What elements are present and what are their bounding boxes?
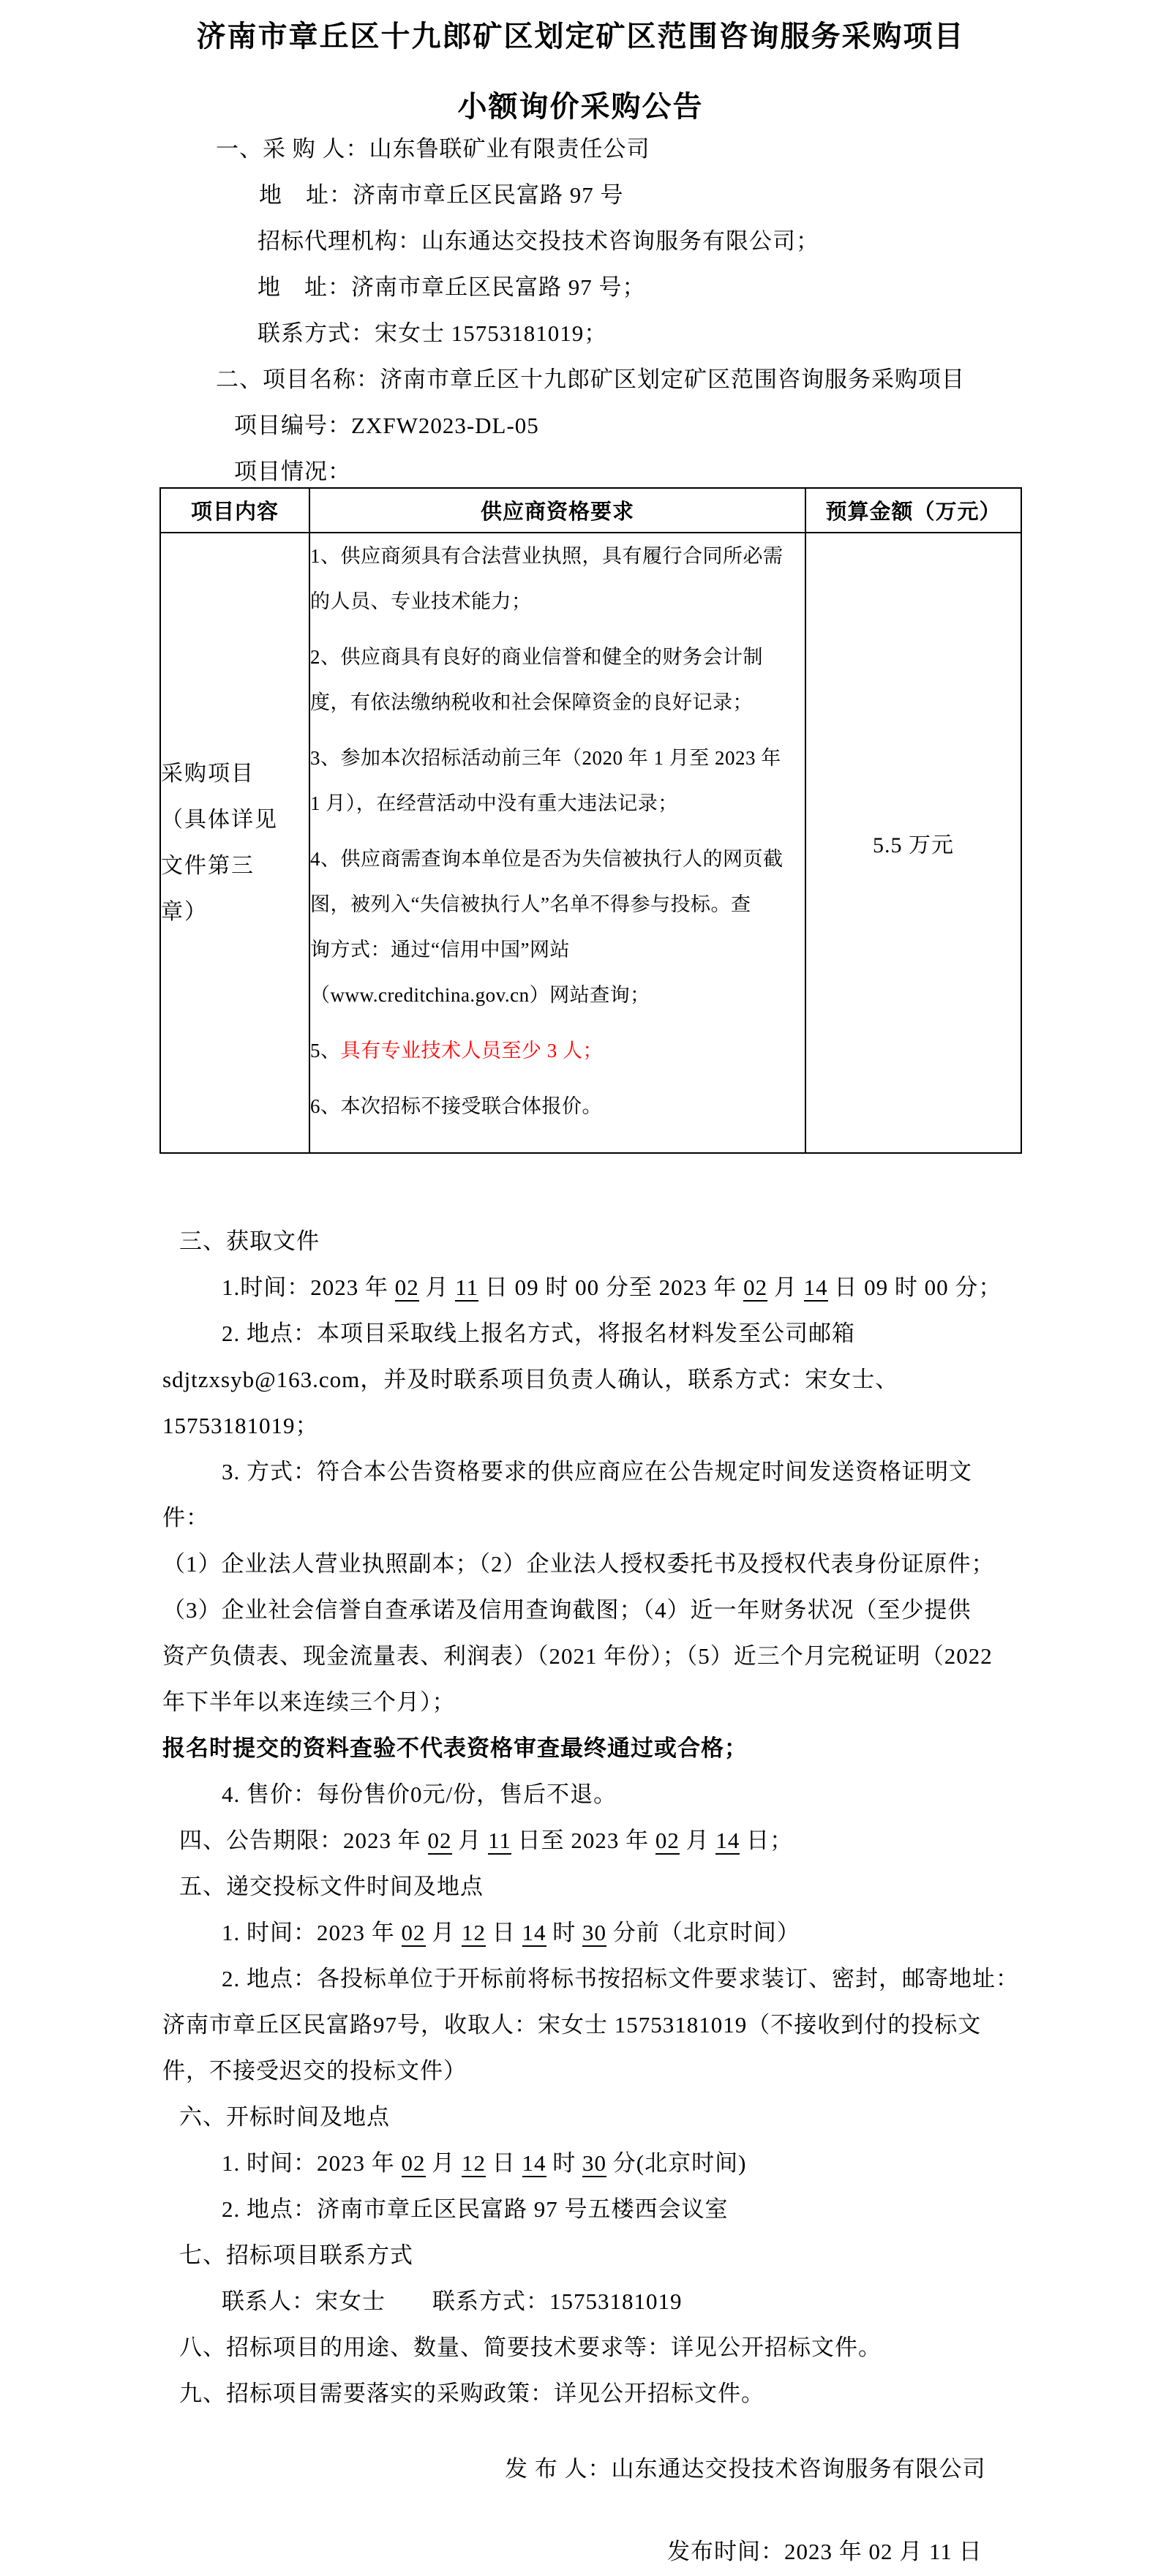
body-line: [162, 1356, 1028, 1402]
submit-time-line: [162, 1910, 1028, 1956]
requirement-line: [310, 579, 805, 624]
text-run: 日 09 时 00 分；: [827, 1274, 1002, 1300]
underlined-date-part: 02: [743, 1274, 768, 1300]
underlined-date-part: 14: [715, 1828, 740, 1853]
text-run: 2. 地点：济南市章丘区民富路 97 号五楼西会议室: [222, 2196, 729, 2222]
text-run: 月: [425, 1920, 462, 1945]
body-line: [162, 2186, 1028, 2232]
text-run: 月: [679, 1828, 716, 1853]
text-run: 时: [546, 1920, 582, 1945]
text-run: 1. 时间：2023 年: [222, 1920, 402, 1945]
requirement-item: [310, 1028, 805, 1073]
underlined-date-part: 14: [522, 1920, 546, 1945]
text-run: 月: [418, 1274, 456, 1300]
body-line: [162, 2002, 1028, 2048]
body-line: [162, 2278, 1028, 2324]
red-text: 具有专业技术人员至少 3 人；: [340, 1040, 603, 1062]
body-line: [162, 1402, 1028, 1449]
table-header-budget: 预算金额（万元）: [805, 488, 1021, 533]
text-run: 5、: [310, 1040, 341, 1062]
requirement-item: [310, 735, 805, 826]
section-heading-9: [162, 2370, 1028, 2417]
text-run: 采购项目: [161, 762, 255, 786]
text-run: 1.时间：2023 年: [222, 1274, 395, 1300]
section-heading-8: [162, 2324, 1028, 2370]
text-run: 3. 方式：符合本公告资格要求的供应商应在公告规定时间发送资格证明文: [222, 1459, 972, 1484]
section-heading-4: [162, 1817, 1028, 1863]
table-body-row: [160, 533, 1021, 1153]
text-run: 联系方式：宋女士 15753181019；: [258, 320, 608, 346]
body-line: [162, 2048, 1028, 2094]
text-run: 九、招标项目需要落实的采购政策：详见公开招标文件。: [179, 2381, 764, 2406]
requirement-line: [310, 927, 805, 972]
text-run: （www.creditchina.gov.cn）网站查询；: [310, 984, 650, 1006]
requirement-line: [310, 836, 805, 882]
text-run: 项目情况：: [234, 459, 351, 484]
text-run: 章）: [161, 900, 208, 924]
body-section: [162, 1218, 1028, 2417]
open-bid-time-line: [162, 2140, 1028, 2186]
qualification-cell: [309, 533, 805, 1153]
text-run: 资产负债表、现金流量表、利润表）（2021 年份）；（5）近三个月完税证明（2022: [162, 1643, 993, 1669]
body-line: [162, 1633, 1028, 1679]
underlined-date-part: 02: [427, 1828, 452, 1853]
text-run: 月: [425, 2150, 462, 2176]
table-header-row: [160, 488, 1021, 533]
project-number-line: [162, 402, 1028, 448]
text-run: 二、项目名称：济南市章丘区十九郎矿区划定矿区范围咨询服务采购项目: [216, 367, 965, 392]
body-line: [162, 1956, 1028, 2002]
requirement-line: [310, 972, 805, 1018]
buyer-line: [162, 126, 1028, 172]
text-run: sdjtzxsyb@163.com，并及时联系项目负责人确认，联系方式：宋女士、: [162, 1367, 899, 1392]
publish-time-line: 发布时间：2023 年 02 月 11 日: [667, 2539, 982, 2564]
text-run: 联系人：宋女士 联系方式：15753181019: [222, 2288, 683, 2314]
table-header-qualification: 供应商资格要求: [309, 488, 805, 533]
body-line: [162, 1495, 1028, 1541]
body-line: [162, 1310, 1028, 1356]
text-run: 件，不接受迟交的投标文件）: [162, 2058, 467, 2084]
requirement-line: [310, 781, 805, 826]
table-header-item: 项目内容: [160, 488, 309, 533]
text-run: 1. 时间：2023 年: [222, 2150, 402, 2176]
text-run: 五、递交投标文件时间及地点: [179, 1874, 484, 1899]
underlined-date-part: 14: [522, 2150, 546, 2176]
text-run: 地 址：济南市章丘区民富路 97 号: [259, 182, 624, 208]
requirement-line: [310, 680, 805, 725]
text-run: 日；: [740, 1828, 794, 1853]
body-line: [162, 1449, 1028, 1495]
text-run: 地 址：济南市章丘区民富路 97 号；: [258, 274, 646, 300]
text-run: 报名时提交的资料查验不代表资格审查最终通过或合格；: [162, 1735, 748, 1761]
text-run: 日至 2023 年: [511, 1828, 655, 1853]
item-name-line: [161, 797, 309, 843]
requirement-item: [310, 533, 805, 624]
underlined-date-part: 30: [582, 2150, 606, 2176]
text-run: 2. 地点：本项目采取线上报名方式，将报名材料发至公司邮箱: [222, 1321, 855, 1346]
requirement-item: [310, 634, 805, 725]
text-run: 3、参加本次招标活动前三年（2020 年 1 月至 2023 年: [310, 747, 781, 769]
text-run: （3）企业社会信誉自查承诺及信用查询截图；（4）近一年财务状况（至少提供: [162, 1597, 972, 1623]
body-line: [162, 1541, 1028, 1587]
text-run: 项目编号：ZXFW2023-DL-05: [234, 413, 539, 438]
text-run: 一、采 购 人：山东鲁联矿业有限责任公司: [216, 136, 650, 162]
text-run: 四、公告期限：2023 年: [179, 1828, 428, 1853]
requirement-item: [310, 836, 805, 1018]
text-run: 招标代理机构：山东通达交投技术咨询服务有限公司；: [258, 228, 819, 254]
text-run: 度，有依法缴纳税收和社会保障资金的良好记录；: [310, 691, 753, 713]
text-run: 4. 售价：每份售价0元/份，售后不退。: [222, 1781, 617, 1807]
text-run: 时: [546, 2150, 582, 2176]
underlined-date-part: 30: [582, 1920, 606, 1945]
underlined-date-part: 02: [655, 1828, 680, 1853]
text-run: （具体详见: [161, 808, 278, 832]
item-name-line: [161, 751, 309, 797]
text-run: 年下半年以来连续三个月）；: [162, 1689, 456, 1715]
contact-line: [162, 310, 1028, 356]
project-item-name: [161, 751, 309, 935]
section-heading-6: [162, 2094, 1028, 2140]
text-run: 6、本次招标不接受联合体报价。: [310, 1095, 602, 1117]
text-run: 1、供应商须具有合法营业执照，具有履行合同所必需: [310, 545, 784, 567]
text-run: 日 09 时 00 分至 2023 年: [478, 1274, 744, 1300]
body-line: [162, 1771, 1028, 1817]
requirement-line: [310, 1084, 805, 1129]
text-run: 4、供应商需查询本单位是否为失信被执行人的网页截: [310, 848, 784, 870]
text-run: 月: [767, 1274, 804, 1300]
agency-address-line: [162, 264, 1028, 310]
underlined-date-part: 11: [455, 1274, 479, 1300]
underlined-date-part: 12: [462, 2150, 486, 2176]
page-title: 济南市章丘区十九郎矿区划定矿区范围咨询服务采购项目: [196, 20, 965, 53]
text-run: 的人员、专业技术能力；: [310, 590, 532, 612]
text-run: 六、开标时间及地点: [179, 2104, 390, 2130]
page-subtitle: 小额询价采购公告: [457, 90, 704, 123]
text-run: 15753181019；: [162, 1413, 319, 1438]
get-docs-time-line: [162, 1264, 1028, 1310]
body-line: [162, 1587, 1028, 1633]
text-run: 济南市章丘区民富路97号，收取人：宋女士 15753181019（不接收到付的投标文: [162, 2012, 982, 2038]
agency-line: [162, 218, 1028, 264]
underlined-date-part: 11: [488, 1828, 511, 1853]
item-name-line: [161, 889, 309, 935]
underlined-date-part: 14: [803, 1274, 828, 1300]
underlined-date-part: 12: [462, 1920, 486, 1945]
item-name-line: [161, 843, 309, 889]
text-run: 2. 地点：各投标单位于开标前将标书按招标文件要求装订、密封，邮寄地址：: [222, 1966, 1019, 1991]
requirement-line: [310, 882, 805, 927]
section-heading-3: [162, 1218, 1028, 1264]
section-heading-7: [162, 2232, 1028, 2278]
budget-cell: 5.5 万元: [805, 533, 1021, 1153]
text-run: 日: [486, 1920, 522, 1945]
text-run: 八、招标项目的用途、数量、简要技术要求等：详见公开招标文件。: [179, 2335, 882, 2360]
text-run: （1）企业法人营业执照副本；（2）企业法人授权委托书及授权代表身份证原件；: [162, 1551, 995, 1577]
text-run: 三、获取文件: [179, 1228, 320, 1254]
requirement-line: [310, 634, 805, 680]
underlined-date-part: 02: [401, 2150, 426, 2176]
text-run: 分(北京时间): [606, 2150, 747, 2176]
text-run: 1 月），在经营活动中没有重大违法记录；: [310, 792, 678, 814]
text-run: 2、供应商具有良好的商业信誉和健全的财务会计制: [310, 646, 763, 668]
text-run: 图，被列入“失信被执行人”名单不得参与投标。查: [310, 893, 751, 915]
section-heading-5: [162, 1863, 1028, 1910]
requirement-line: [310, 533, 805, 579]
requirement-line: [310, 735, 805, 781]
text-run: 月: [451, 1828, 488, 1853]
project-item-cell: [160, 533, 309, 1153]
intro-section: [162, 126, 1028, 495]
text-run: 询方式：通过“信用中国”网站: [310, 939, 570, 961]
requirement-line: [310, 1028, 805, 1073]
requirement-item: [310, 1084, 805, 1129]
publisher-line: 发 布 人：山东通达交投技术咨询服务有限公司: [505, 2456, 986, 2482]
bold-notice-line: [162, 1725, 1028, 1771]
qualification-list: [310, 533, 805, 1129]
underlined-date-part: 02: [401, 1920, 426, 1945]
text-run: 文件第三: [161, 854, 255, 878]
project-name-line: [162, 356, 1028, 402]
underlined-date-part: 02: [394, 1274, 419, 1300]
document-content: [162, 126, 1028, 2575]
text-run: 分前（北京时间）: [606, 1920, 800, 1945]
body-line: [162, 1679, 1028, 1725]
text-run: 日: [486, 2150, 522, 2176]
project-table: [159, 487, 1022, 1154]
buyer-address-line: [162, 172, 1028, 218]
text-run: 件：: [162, 1505, 209, 1531]
text-run: 七、招标项目联系方式: [179, 2242, 413, 2268]
